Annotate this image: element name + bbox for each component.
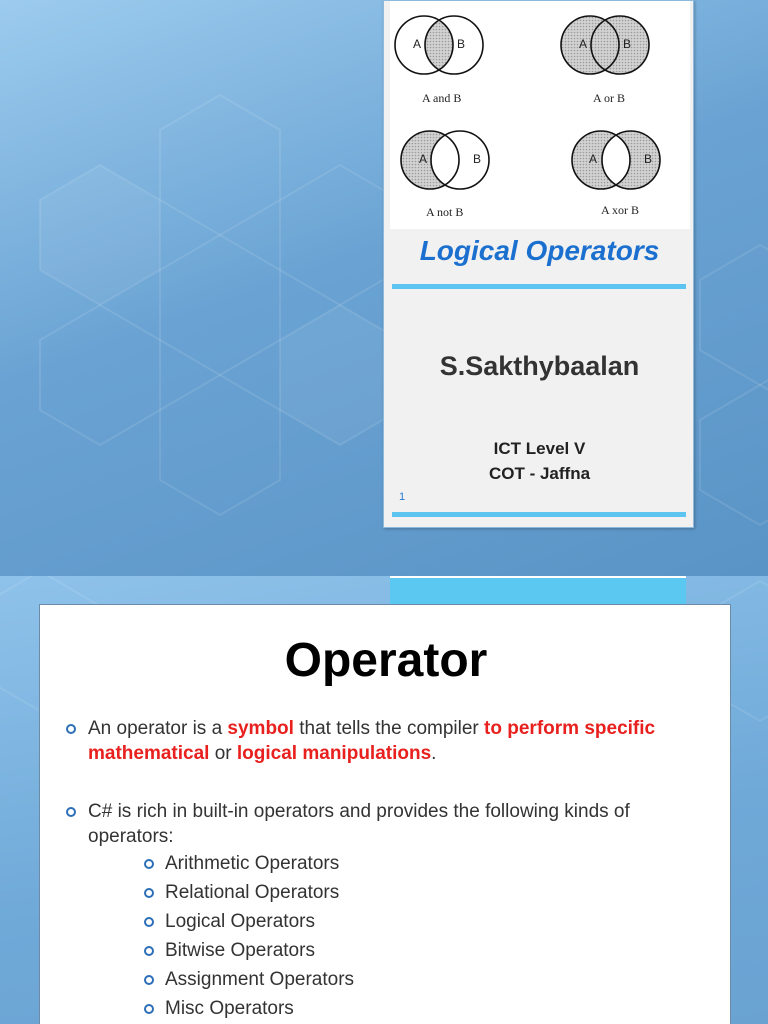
highlight-specific-mathematical: to perform specific mathematical bbox=[88, 718, 656, 764]
venn-label-b: B bbox=[644, 152, 653, 166]
list-item bbox=[144, 997, 354, 1024]
definition-paragraph bbox=[88, 716, 720, 766]
text-run: An operator is a bbox=[88, 718, 228, 739]
venn-caption: A and B bbox=[422, 91, 462, 105]
title-slide-card bbox=[383, 0, 694, 528]
bullet-icon bbox=[144, 917, 154, 927]
venn-label-b: B bbox=[623, 37, 632, 51]
bullet-icon bbox=[144, 888, 154, 898]
bullet-icon bbox=[144, 946, 154, 956]
list-item-label: Bitwise Operators bbox=[165, 940, 315, 961]
list-item-label: Logical Operators bbox=[165, 911, 315, 932]
slide-title: Logical Operators bbox=[419, 235, 660, 266]
venn-label-a: A bbox=[589, 152, 598, 166]
venn-a-xor-b bbox=[572, 131, 660, 217]
venn-diagrams-panel bbox=[390, 1, 690, 229]
bullet-icon bbox=[66, 724, 76, 734]
list-item bbox=[144, 910, 354, 939]
footer-divider bbox=[390, 576, 686, 578]
list-item bbox=[144, 852, 354, 881]
bullet-icon bbox=[66, 807, 76, 817]
list-item bbox=[144, 881, 354, 910]
operators-intro-paragraph: C# is rich in built-in operators and provides the following kinds of operators: bbox=[88, 801, 630, 847]
venn-label-b: B bbox=[457, 37, 466, 51]
text-run: or bbox=[209, 743, 237, 764]
slide-title: Operator bbox=[284, 634, 488, 687]
bullet-icon bbox=[144, 859, 154, 869]
bottom-divider bbox=[392, 512, 686, 517]
venn-diagrams bbox=[390, 1, 690, 229]
affiliation-institute: COT - Jaffna bbox=[488, 464, 591, 483]
list-item bbox=[144, 939, 354, 968]
text-run: . bbox=[431, 743, 437, 764]
venn-label-a: A bbox=[579, 37, 588, 51]
list-item bbox=[144, 968, 354, 997]
list-item-label: Arithmetic Operators bbox=[165, 853, 340, 874]
affiliation-level: ICT Level V bbox=[493, 439, 586, 458]
highlight-logical-manipulations: logical manipulations bbox=[236, 743, 432, 764]
venn-caption: A not B bbox=[426, 205, 464, 219]
author-name: S.Sakthybaalan bbox=[439, 351, 640, 381]
bullet-icon bbox=[144, 975, 154, 985]
highlight-symbol: symbol bbox=[227, 718, 294, 739]
list-item-label: Misc Operators bbox=[165, 998, 294, 1019]
venn-label-b: B bbox=[473, 152, 482, 166]
bullet-icon bbox=[144, 1004, 154, 1014]
list-item-label: Assignment Operators bbox=[165, 969, 355, 990]
venn-a-not-b bbox=[401, 131, 489, 219]
venn-caption: A or B bbox=[593, 91, 626, 105]
venn-label-a: A bbox=[413, 37, 422, 51]
operator-kinds-list bbox=[144, 852, 354, 1024]
venn-a-and-b bbox=[395, 16, 483, 105]
venn-caption: A xor B bbox=[601, 203, 640, 217]
text-run: that tells the compiler bbox=[293, 718, 485, 739]
slide-number: 1 bbox=[399, 491, 406, 503]
venn-label-a: A bbox=[419, 152, 428, 166]
list-item-label: Relational Operators bbox=[165, 882, 340, 903]
venn-a-or-b bbox=[561, 16, 649, 105]
title-divider bbox=[392, 284, 686, 289]
content-slide-card bbox=[39, 604, 731, 1024]
